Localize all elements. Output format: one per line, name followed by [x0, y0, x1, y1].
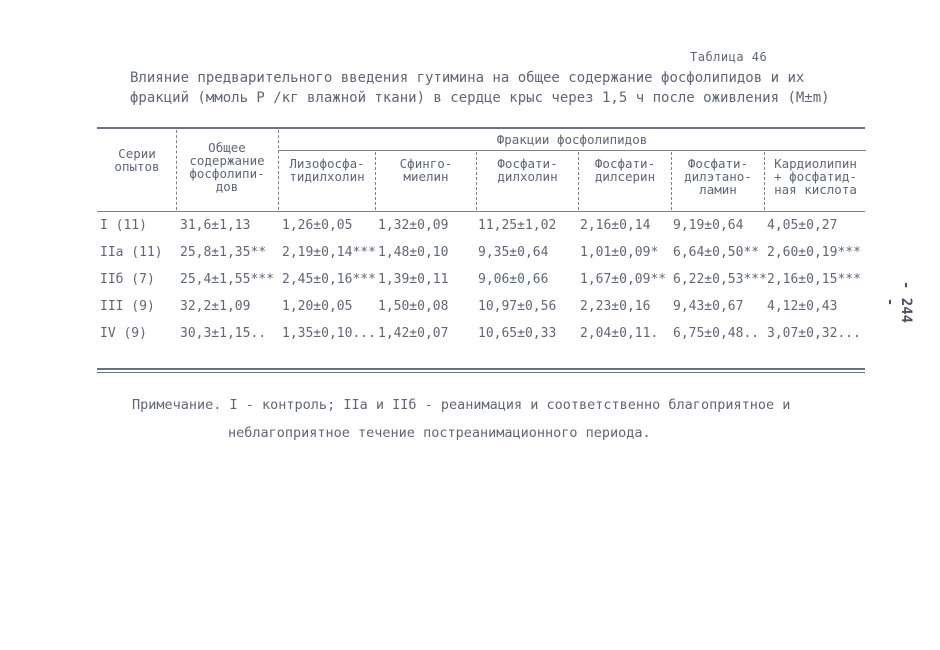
table-cell: 25,4±1,55*** [180, 272, 274, 287]
table-cell: 4,12±0,43 [767, 299, 838, 314]
header-col-phosphatidylserine: Фосфати- дилсерин [594, 156, 656, 184]
column-divider [278, 130, 279, 210]
header-col-phosphatidylethanolamine: Фосфати- дилэтано- ламин [684, 156, 752, 197]
header-col-sphingomyelin: Сфинго- миелин [399, 156, 453, 184]
table-cell: 1,67±0,09** [580, 272, 667, 287]
title-line-1: Влияние предварительного введения гутимина на общее содержание фосфолипидов и их [130, 70, 805, 86]
column-divider [671, 152, 672, 210]
table-cell: 1,48±0,10 [378, 245, 449, 260]
page-number: - 244 - [882, 280, 914, 324]
table-bottom-rule [97, 368, 865, 370]
table-cell: 1,32±0,09 [378, 218, 449, 233]
table-top-rule [97, 127, 865, 129]
row-series: IIб (7) [100, 272, 155, 287]
column-divider [764, 152, 765, 210]
table-cell: 1,01±0,09* [580, 245, 659, 260]
table-cell: 2,16±0,15*** [767, 272, 861, 287]
table-cell: 1,39±0,11 [378, 272, 449, 287]
table-cell: 9,19±0,64 [673, 218, 744, 233]
row-series: I (11) [100, 218, 147, 233]
header-bottom-rule [97, 211, 865, 212]
note-line-2: неблагоприятное течение постреанимационного периода. [228, 425, 651, 441]
table-number: Таблица 46 [690, 50, 768, 64]
column-divider [476, 152, 477, 210]
table-cell: 32,2±1,09 [180, 299, 251, 314]
table-cell: 9,06±0,66 [478, 272, 549, 287]
table-cell: 1,26±0,05 [282, 218, 353, 233]
row-series: III (9) [100, 299, 155, 314]
header-col-lysophosphatidylcholine: Лизофосфа- тидилхолин [289, 156, 365, 184]
table-cell: 3,07±0,32... [767, 326, 861, 341]
table-title [130, 68, 850, 108]
title-line-2: фракций (ммоль Р /кг влажной ткани) в сердце крыс через 1,5 ч после оживления (М±m) [130, 90, 830, 106]
header-col-cardiolipin: Кардиолипин + фосфатид- ная кислота [774, 156, 857, 197]
table-cell: 2,60±0,19*** [767, 245, 861, 260]
table-cell: 6,22±0,53*** [673, 272, 767, 287]
table-cell: 6,64±0,50** [673, 245, 760, 260]
fractions-underline [278, 150, 866, 151]
column-divider [375, 152, 376, 210]
table-cell: 2,23±0,16 [580, 299, 651, 314]
header-col-phosphatidylcholine: Фосфати- дилхолин [497, 156, 558, 184]
table-cell: 31,6±1,13 [180, 218, 251, 233]
table-cell: 9,43±0,67 [673, 299, 744, 314]
table-cell: 11,25±1,02 [478, 218, 557, 233]
table-cell: 1,50±0,08 [378, 299, 449, 314]
column-divider [176, 130, 177, 210]
table-cell: 1,35±0,10... [282, 326, 376, 341]
row-series: IV (9) [100, 326, 147, 341]
table-cell: 10,65±0,33 [478, 326, 557, 341]
table-cell: 10,97±0,56 [478, 299, 557, 314]
table-cell: 4,05±0,27 [767, 218, 838, 233]
table-cell: 25,8±1,35** [180, 245, 267, 260]
table-cell: 2,19±0,14*** [282, 245, 376, 260]
row-series: IIa (11) [100, 245, 163, 260]
table-cell: 2,04±0,11. [580, 326, 659, 341]
column-divider [578, 152, 579, 210]
header-series: Серии опытов [114, 146, 160, 174]
table-cell: 1,42±0,07 [378, 326, 449, 341]
table-cell: 30,3±1,15.. [180, 326, 267, 341]
table-cell: 2,45±0,16*** [282, 272, 376, 287]
table-bottom-rule-2 [97, 372, 865, 373]
note-line-1: Примечание. I - контроль; IIa и IIб - реанимация и соответственно благоприятное и [132, 397, 791, 413]
table-cell: 9,35±0,64 [478, 245, 549, 260]
table-cell: 1,20±0,05 [282, 299, 353, 314]
table-cell: 2,16±0,14 [580, 218, 651, 233]
header-total: Общее содержание фосфолипи- дов [189, 140, 265, 194]
table-cell: 6,75±0,48.. [673, 326, 760, 341]
header-fractions: Фракции фосфолипидов [496, 132, 648, 147]
